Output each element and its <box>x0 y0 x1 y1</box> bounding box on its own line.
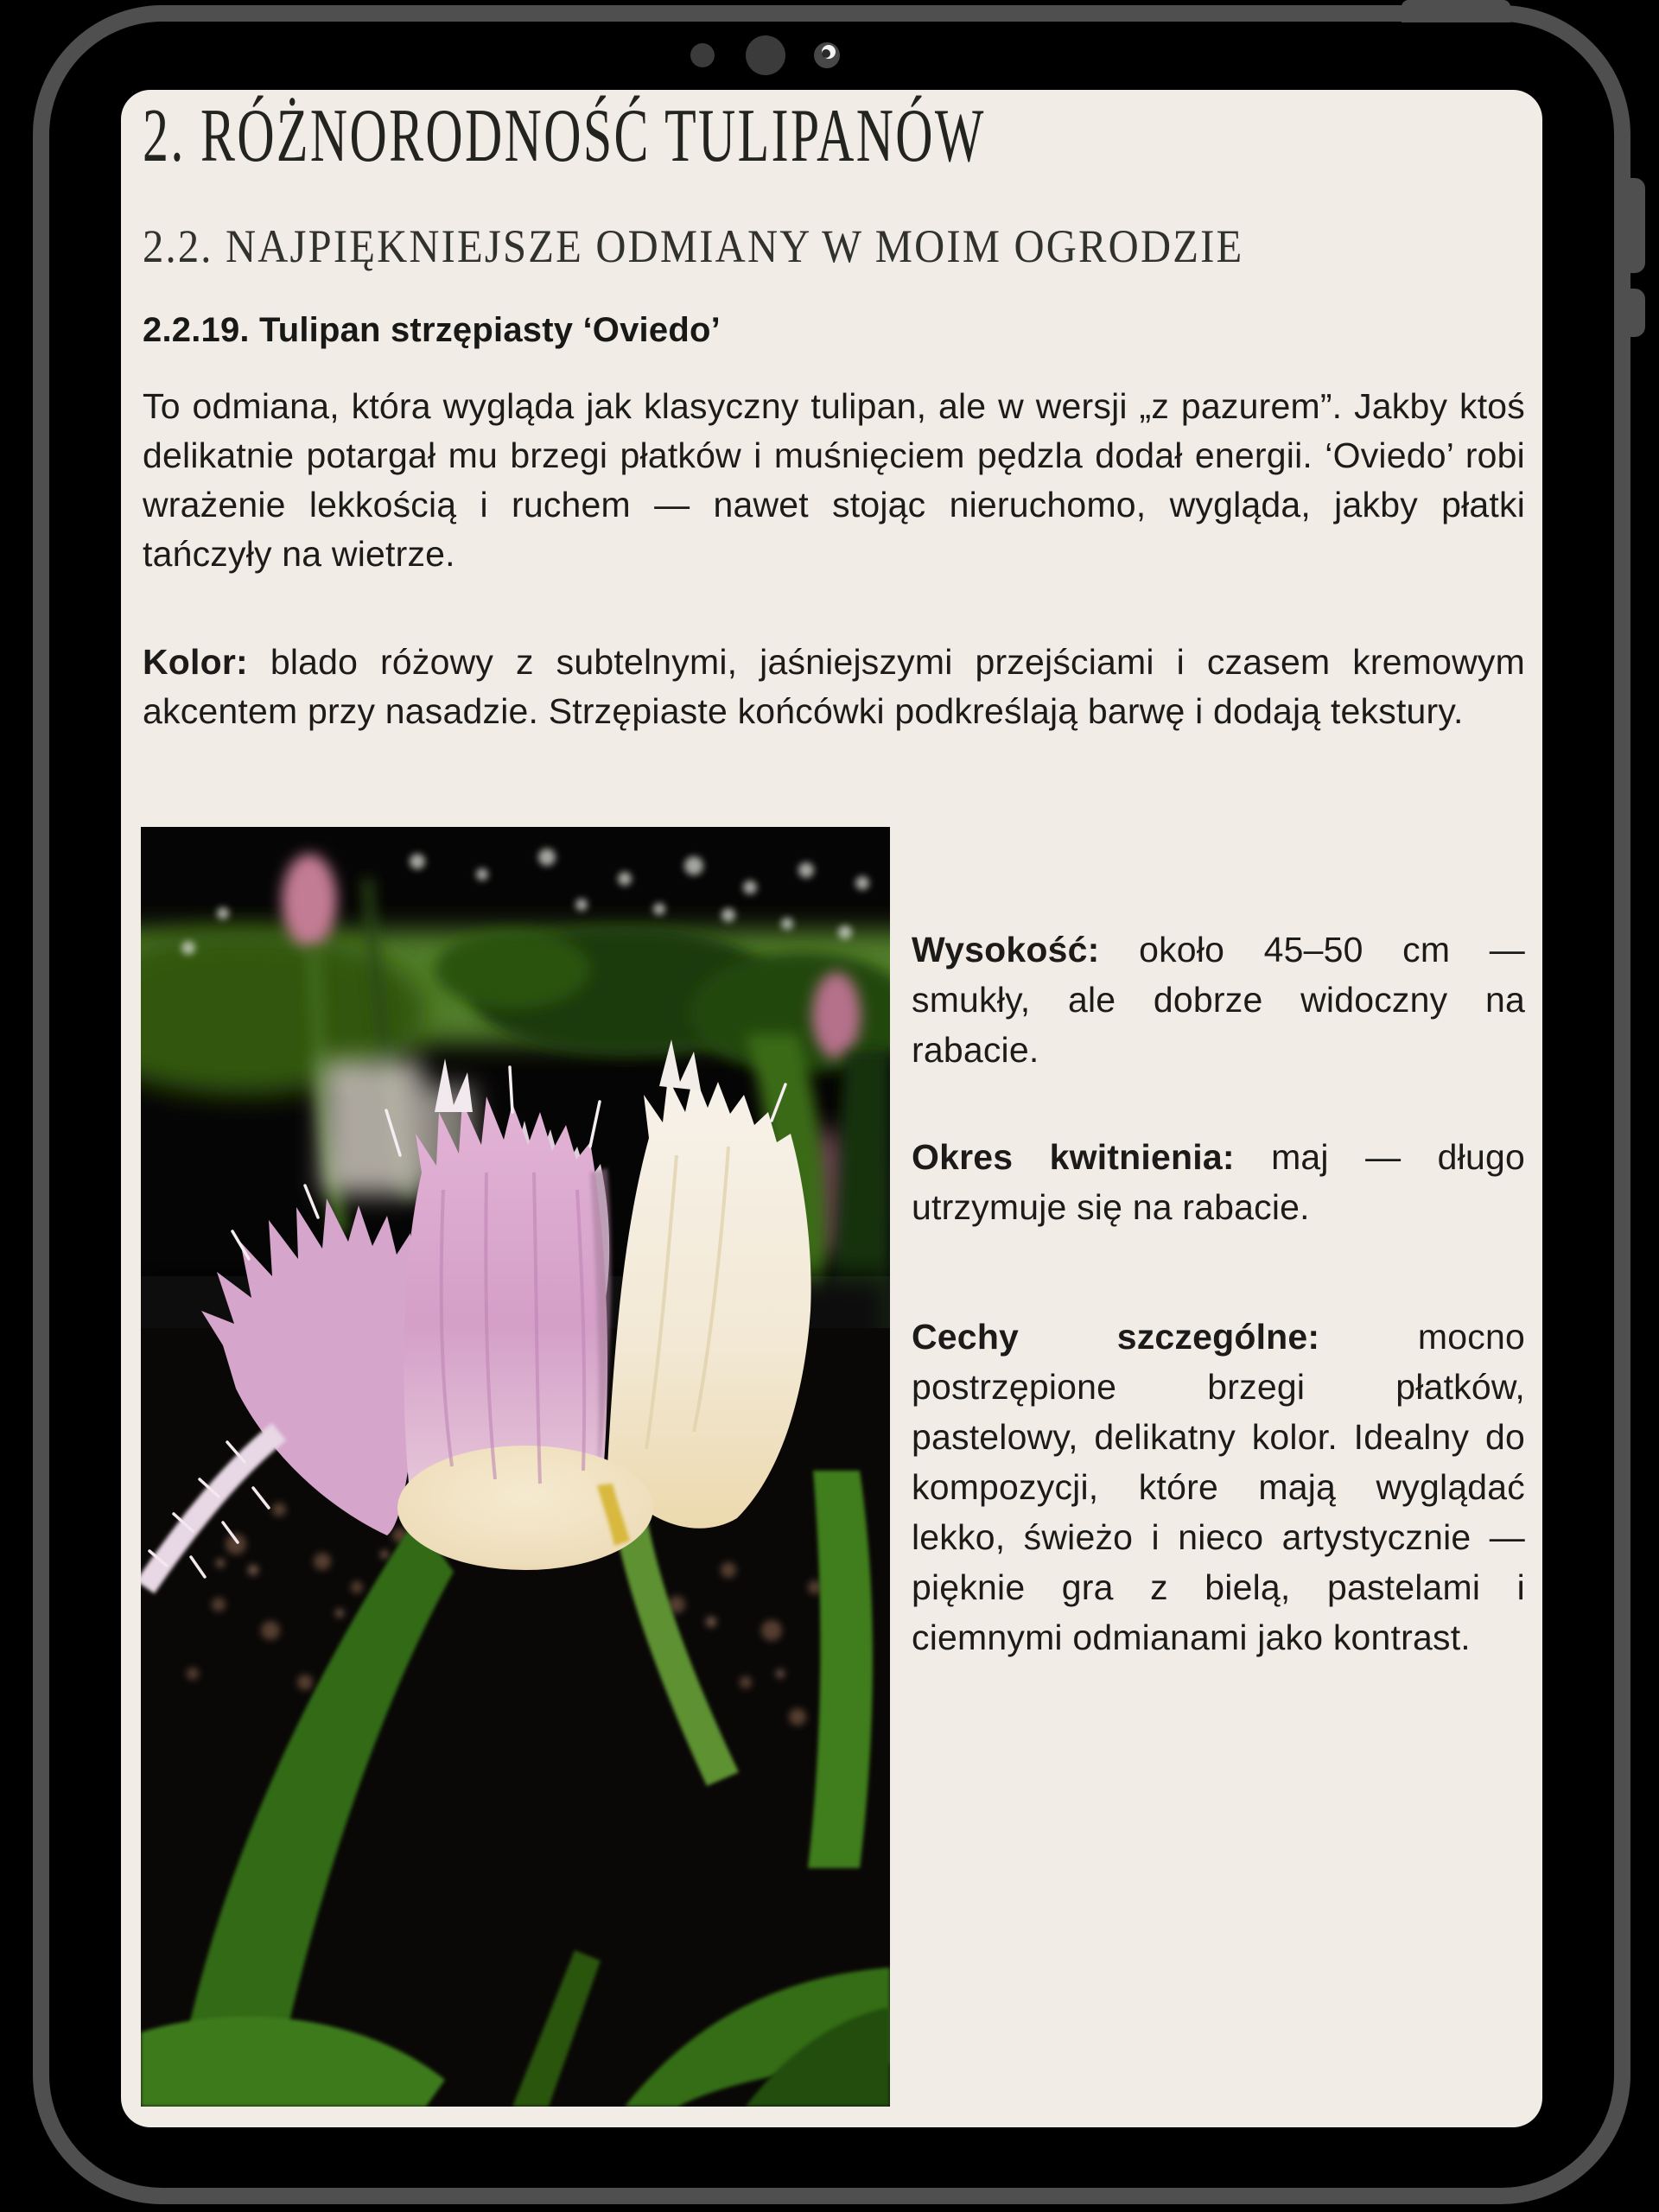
document-page <box>121 90 1542 2127</box>
detail-height-text: około 45–50 cm — smukły, ale dobrze widoczny na rabacie. <box>912 930 1525 1070</box>
camera-lens-icon <box>814 42 840 68</box>
tulip-photo <box>141 827 890 2107</box>
tulip-photo-illustration <box>141 827 890 2107</box>
power-button[interactable] <box>1402 0 1510 22</box>
camera-lens-pupil <box>822 49 830 58</box>
color-label: Kolor: <box>143 642 248 682</box>
detail-special-features-label: Cechy szczególne: <box>912 1317 1320 1357</box>
detail-bloom-period-text: maj — długo utrzymuje się na rabacie. <box>912 1137 1525 1227</box>
front-camera-icon <box>746 35 785 75</box>
detail-bloom-period-label: Okres kwitnienia: <box>912 1137 1235 1177</box>
subsection-heading: 2.2.19. Tulipan strzępiasty ‘Oviedo’ <box>143 311 721 349</box>
detail-height-label: Wysokość: <box>912 930 1100 969</box>
ambient-sensor-icon <box>690 43 715 67</box>
intro-paragraph: To odmiana, która wygląda jak klasyczny tulipan, ale w wersji „z pazurem”. Jakby ktoś delikatnie potargał mu brzegi płatków i muśnięciem pędzla dodał energii. ‘Oviedo’ robi wrażenie lekkością i ruchem — nawet stojąc nieruchomo, wygląda, jakby płatki tańczyły na wietrze. <box>143 386 1525 574</box>
detail-special-features <box>912 1312 1525 1662</box>
detail-special-features-text: mocno postrzępione brzegi płatków, pastelowy, delikatny kolor. Idealny do kompozycji, które mają wyglądać lekko, świeżo i nieco artystycznie — pięknie gra z bielą, pastelami i ciemnymi odmianami jako kontrast. <box>912 1317 1525 1657</box>
volume-down-button[interactable] <box>1623 289 1645 337</box>
detail-height <box>912 925 1525 1075</box>
front-camera-cluster <box>683 26 855 86</box>
chapter-title: 2. RÓŻNORODNOŚĆ TULIPANÓW <box>143 94 986 178</box>
color-text: blado różowy z subtelnymi, jaśniejszymi przejściami i czasem kremowym akcentem przy nasadzie. Strzępiaste końcówki podkreślają barwę i dodają tekstury. <box>143 642 1525 731</box>
volume-up-button[interactable] <box>1623 178 1645 273</box>
detail-bloom-period <box>912 1132 1525 1232</box>
section-title: 2.2. NAJPIĘKNIEJSZE ODMIANY W MOIM OGRODZIE <box>143 220 1244 272</box>
color-paragraph <box>143 638 1525 736</box>
